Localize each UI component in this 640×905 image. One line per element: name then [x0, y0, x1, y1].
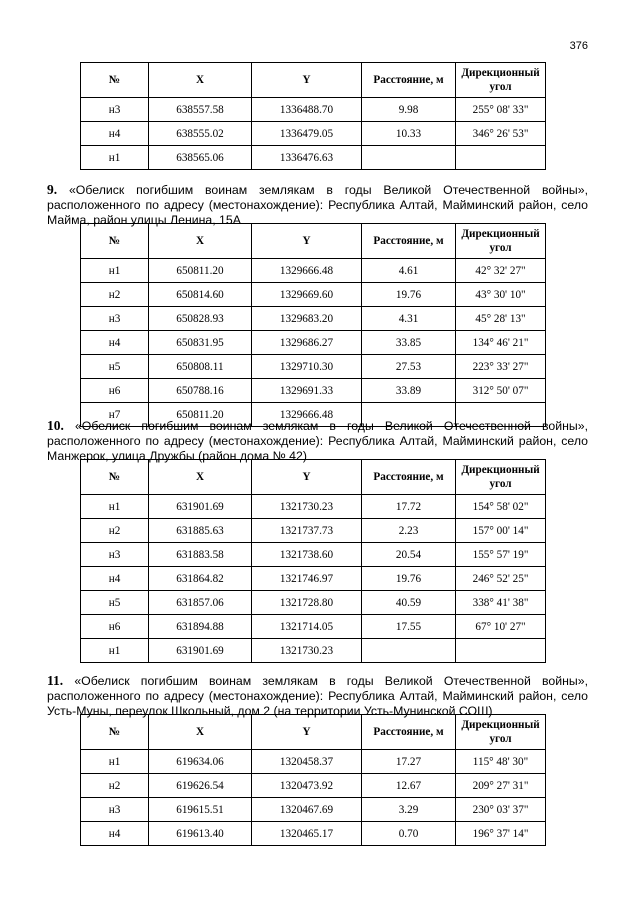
y-coord-cell: 1329666.48 — [252, 259, 362, 283]
header-angle: Дирекционный угол — [456, 224, 546, 259]
table-row — [81, 283, 546, 307]
section-number: 10. — [47, 418, 64, 433]
table-row — [81, 259, 546, 283]
section-number: 9. — [47, 182, 58, 197]
x-coord-cell: 619613.40 — [149, 822, 252, 846]
header-distance: Расстояние, м — [362, 224, 456, 259]
point-id-cell: н3 — [81, 307, 149, 331]
table-row — [81, 774, 546, 798]
angle-cell: 43° 30' 10" — [456, 283, 546, 307]
distance-cell: 2.23 — [362, 519, 456, 543]
angle-cell: 223° 33' 27" — [456, 355, 546, 379]
x-coord-cell: 631901.69 — [149, 639, 252, 663]
y-coord-cell: 1329686.27 — [252, 331, 362, 355]
y-coord-cell: 1329669.60 — [252, 283, 362, 307]
distance-cell: 12.67 — [362, 774, 456, 798]
point-id-cell: н2 — [81, 519, 149, 543]
table-header-row — [81, 715, 546, 750]
table-row — [81, 146, 546, 170]
header-y: Y — [252, 224, 362, 259]
distance-cell: 33.89 — [362, 379, 456, 403]
y-coord-cell: 1336479.05 — [252, 122, 362, 146]
x-coord-cell: 638557.58 — [149, 98, 252, 122]
table-row — [81, 567, 546, 591]
distance-cell: 3.29 — [362, 798, 456, 822]
header-x: X — [149, 224, 252, 259]
table-row — [81, 543, 546, 567]
section-text: «Обелиск погибшим воинам землякам в годы Великой Отечественной войны», расположенного по адресу (местонахождение): Республика Алтай, Майминский район, село Усть-Муны, переулок Школьный, дом 2 (на территории Усть-Мунинской СОШ) — [47, 674, 588, 718]
x-coord-cell: 631883.58 — [149, 543, 252, 567]
table-row — [81, 519, 546, 543]
angle-cell — [456, 639, 546, 663]
y-coord-cell: 1320473.92 — [252, 774, 362, 798]
y-coord-cell: 1320465.17 — [252, 822, 362, 846]
x-coord-cell: 638565.06 — [149, 146, 252, 170]
table-row — [81, 98, 546, 122]
distance-cell: 17.55 — [362, 615, 456, 639]
coordinates-table-9 — [80, 223, 546, 427]
y-coord-cell: 1321737.73 — [252, 519, 362, 543]
y-coord-cell: 1321746.97 — [252, 567, 362, 591]
y-coord-cell: 1321730.23 — [252, 495, 362, 519]
y-coord-cell: 1320467.69 — [252, 798, 362, 822]
distance-cell: 4.31 — [362, 307, 456, 331]
distance-cell: 9.98 — [362, 98, 456, 122]
angle-cell: 155° 57' 19" — [456, 543, 546, 567]
table-row — [81, 307, 546, 331]
x-coord-cell: 650831.95 — [149, 331, 252, 355]
x-coord-cell: 619634.06 — [149, 750, 252, 774]
angle-cell: 196° 37' 14" — [456, 822, 546, 846]
x-coord-cell: 650828.93 — [149, 307, 252, 331]
angle-cell: 115° 48' 30" — [456, 750, 546, 774]
point-id-cell: н1 — [81, 259, 149, 283]
table-row — [81, 615, 546, 639]
point-id-cell: н4 — [81, 822, 149, 846]
header-distance: Расстояние, м — [362, 460, 456, 495]
section-text: «Обелиск погибшим воинам землякам в годы Великой Отечественной войны», расположенного по адресу (местонахождение): Республика Алтай, Майминский район, село Майма, район улицы Ленина, 15А — [47, 183, 588, 227]
x-coord-cell: 631864.82 — [149, 567, 252, 591]
x-coord-cell: 638555.02 — [149, 122, 252, 146]
angle-cell: 67° 10' 27" — [456, 615, 546, 639]
header-num: № — [81, 460, 149, 495]
angle-cell: 209° 27' 31" — [456, 774, 546, 798]
angle-cell: 338° 41' 38" — [456, 591, 546, 615]
x-coord-cell: 650811.20 — [149, 403, 252, 427]
angle-cell: 230° 03' 37" — [456, 798, 546, 822]
distance-cell: 27.53 — [362, 355, 456, 379]
y-coord-cell: 1329691.33 — [252, 379, 362, 403]
header-num: № — [81, 224, 149, 259]
x-coord-cell: 619615.51 — [149, 798, 252, 822]
section-text: «Обелиск погибшим воинам землякам в годы Великой Отечественной войны», расположенного по адресу (местонахождение): Республика Алтай, Майминский район, село Манжерок, улица Дружбы (район дома № 42) — [47, 419, 588, 463]
angle-cell: 42° 32' 27" — [456, 259, 546, 283]
table-row — [81, 379, 546, 403]
x-coord-cell: 650788.16 — [149, 379, 252, 403]
point-id-cell: н5 — [81, 591, 149, 615]
point-id-cell: н4 — [81, 567, 149, 591]
y-coord-cell: 1329710.30 — [252, 355, 362, 379]
table-row — [81, 822, 546, 846]
distance-cell: 17.27 — [362, 750, 456, 774]
x-coord-cell: 631901.69 — [149, 495, 252, 519]
point-id-cell: н2 — [81, 774, 149, 798]
table-row — [81, 639, 546, 663]
coordinates-table-10 — [80, 459, 546, 663]
point-id-cell: н3 — [81, 98, 149, 122]
y-coord-cell: 1321728.80 — [252, 591, 362, 615]
y-coord-cell: 1329666.48 — [252, 403, 362, 427]
point-id-cell: н6 — [81, 615, 149, 639]
angle-cell: 134° 46' 21" — [456, 331, 546, 355]
distance-cell: 0.70 — [362, 822, 456, 846]
point-id-cell: н4 — [81, 331, 149, 355]
point-id-cell: н5 — [81, 355, 149, 379]
header-angle: Дирекционный угол — [456, 460, 546, 495]
distance-cell — [362, 146, 456, 170]
x-coord-cell: 631885.63 — [149, 519, 252, 543]
header-distance: Расстояние, м — [362, 63, 456, 98]
point-id-cell: н7 — [81, 403, 149, 427]
x-coord-cell: 631857.06 — [149, 591, 252, 615]
header-x: X — [149, 460, 252, 495]
point-id-cell: н1 — [81, 639, 149, 663]
angle-cell: 312° 50' 07" — [456, 379, 546, 403]
header-x: X — [149, 63, 252, 98]
header-angle: Дирекционный угол — [456, 715, 546, 750]
section-number: 11. — [47, 673, 64, 688]
point-id-cell: н1 — [81, 146, 149, 170]
distance-cell: 4.61 — [362, 259, 456, 283]
table-row — [81, 355, 546, 379]
distance-cell: 17.72 — [362, 495, 456, 519]
header-y: Y — [252, 715, 362, 750]
table-row — [81, 591, 546, 615]
x-coord-cell: 650814.60 — [149, 283, 252, 307]
table-row — [81, 122, 546, 146]
page-number: 376 — [569, 40, 588, 52]
header-y: Y — [252, 460, 362, 495]
distance-cell: 10.33 — [362, 122, 456, 146]
coordinates-table-11 — [80, 714, 546, 846]
y-coord-cell: 1321714.05 — [252, 615, 362, 639]
x-coord-cell: 631894.88 — [149, 615, 252, 639]
y-coord-cell: 1321730.23 — [252, 639, 362, 663]
table-row — [81, 495, 546, 519]
header-angle: Дирекционный угол — [456, 63, 546, 98]
x-coord-cell: 650811.20 — [149, 259, 252, 283]
distance-cell: 20.54 — [362, 543, 456, 567]
distance-cell: 19.76 — [362, 283, 456, 307]
table-header-row — [81, 224, 546, 259]
point-id-cell: н1 — [81, 750, 149, 774]
angle-cell: 154° 58' 02" — [456, 495, 546, 519]
point-id-cell: н3 — [81, 543, 149, 567]
angle-cell: 45° 28' 13" — [456, 307, 546, 331]
y-coord-cell: 1329683.20 — [252, 307, 362, 331]
point-id-cell: н3 — [81, 798, 149, 822]
distance-cell: 19.76 — [362, 567, 456, 591]
point-id-cell: н1 — [81, 495, 149, 519]
y-coord-cell: 1336488.70 — [252, 98, 362, 122]
y-coord-cell: 1321738.60 — [252, 543, 362, 567]
section-9-title — [47, 182, 588, 228]
section-10-title — [47, 418, 588, 464]
section-11-title — [47, 673, 588, 719]
header-x: X — [149, 715, 252, 750]
header-distance: Расстояние, м — [362, 715, 456, 750]
x-coord-cell: 650808.11 — [149, 355, 252, 379]
point-id-cell: н4 — [81, 122, 149, 146]
angle-cell — [456, 146, 546, 170]
header-num: № — [81, 715, 149, 750]
distance-cell: 40.59 — [362, 591, 456, 615]
table-row — [81, 798, 546, 822]
angle-cell: 255° 08' 33" — [456, 98, 546, 122]
angle-cell: 246° 52' 25" — [456, 567, 546, 591]
y-coord-cell: 1336476.63 — [252, 146, 362, 170]
table-row — [81, 750, 546, 774]
header-num: № — [81, 63, 149, 98]
coordinates-table-continued — [80, 62, 546, 170]
table-header-row — [81, 460, 546, 495]
distance-cell — [362, 639, 456, 663]
table-header-row — [81, 63, 546, 98]
header-y: Y — [252, 63, 362, 98]
angle-cell: 157° 00' 14" — [456, 519, 546, 543]
angle-cell: 346° 26' 53" — [456, 122, 546, 146]
point-id-cell: н6 — [81, 379, 149, 403]
x-coord-cell: 619626.54 — [149, 774, 252, 798]
point-id-cell: н2 — [81, 283, 149, 307]
table-row — [81, 331, 546, 355]
y-coord-cell: 1320458.37 — [252, 750, 362, 774]
distance-cell: 33.85 — [362, 331, 456, 355]
